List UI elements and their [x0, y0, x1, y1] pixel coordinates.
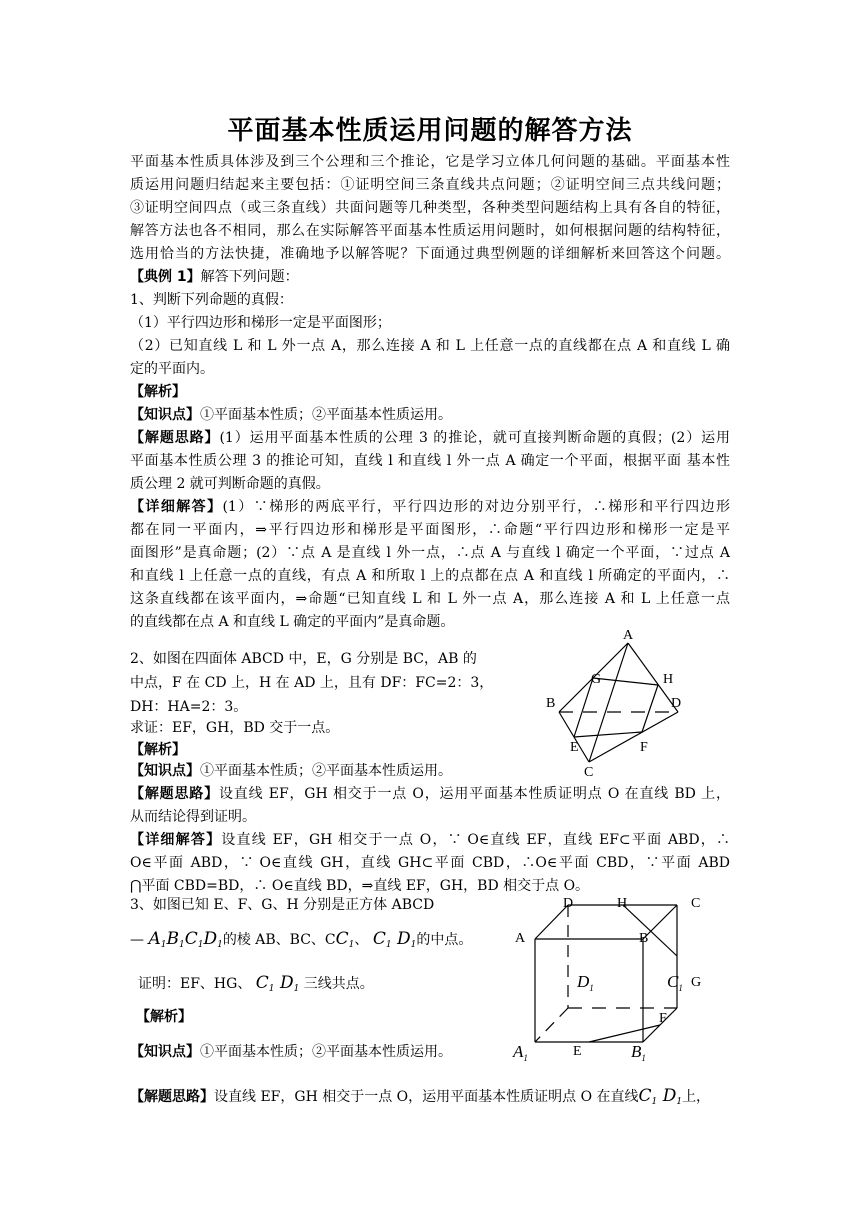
q3-math: $C_1$ $D_1$ [638, 1086, 683, 1107]
page-title: 平面基本性质运用问题的解答方法 [227, 116, 633, 146]
idea-line: 质公理 2 就可判断命题的真假。 [130, 476, 330, 492]
q3-line1: 3、如图已知 E、F、G、H 分别是正方体 ABCD [130, 897, 435, 913]
label-B: B [546, 696, 556, 711]
q2-detail-line: O∈平面 ABD，∵ O∈直线 GH，直线 GH⊂平面 CBD，∴O∈平面 CBD，∵平面 ABD [130, 855, 730, 871]
label-E: E [573, 1044, 582, 1059]
detail-line: 的直线都在点 A 和直线 L 确定的平面内”是真命题。 [130, 614, 455, 630]
cube-figure [505, 890, 725, 1070]
kp-tag: 【知识点】 [130, 1044, 200, 1060]
label-H: H [617, 896, 628, 911]
detail-tag: 【详细解答】 [130, 832, 222, 848]
label-F: F [659, 1011, 667, 1026]
q2-idea-line [130, 783, 730, 805]
q2-line: 求证：EF，GH，BD 交于一点。 [130, 720, 340, 736]
q3-analysis: 【解析】 [136, 1009, 192, 1025]
kp-text: ①平面基本性质；②平面基本性质运用。 [200, 763, 452, 779]
label-A: A [623, 628, 634, 643]
q2-line: DH：HA=2：3。 [130, 699, 248, 715]
q2-detail-line: ⋂平面 CBD=BD，∴ O∈直线 BD，⇒直线 EF，GH，BD 相交于点 O。 [130, 878, 590, 894]
q3-idea-end: 上， [682, 1089, 711, 1105]
q1-part1: （1）平行四边形和梯形一定是平面图形； [130, 315, 391, 331]
q1-part2-line: 定的平面内。 [130, 361, 214, 377]
label-G: G [591, 672, 602, 687]
label-B: B [639, 931, 649, 946]
q2-knowledge-point [130, 760, 490, 782]
detail-line: 和直线 l 上任意一点的直线，有点 A 和所取 l 上的点都在点 A 和直线 l 所确定的平面内，∴ [130, 568, 730, 584]
kp-text: ①平面基本性质；②平面基本性质运用。 [200, 1044, 452, 1060]
knowledge-point [130, 404, 730, 426]
q3-proof [138, 972, 498, 1000]
q3-dash: — [130, 932, 144, 948]
detail-line: 都在同一平面内，⇒平行四边形和梯形是平面图形，∴命题“平行四边形和梯形一定是平 [130, 522, 730, 538]
q1-text: 1、判断下列命题的真假： [130, 292, 293, 308]
intro-line: 解答方法也各不相同，那么在实际解答平面基本性质运用问题时，如何根据问题的结构特征， [130, 223, 730, 239]
label-C1: $C_1$ [667, 972, 683, 993]
detail-line [130, 496, 730, 518]
label-C: C [584, 765, 594, 780]
label-H: H [663, 672, 674, 687]
intro-line: 质运用问题归结起来主要包括：①证明空间三条直线共点问题；②证明空间三点共线问题； [130, 177, 730, 193]
detail-text: 设直线 EF，GH 相交于一点 O，∵ O∈直线 EF，直线 EF⊂平面 ABD，∴ [221, 832, 731, 848]
q3-proof-pre: 证明：EF、HG、 [138, 976, 252, 992]
idea-tag: 【解题思路】 [130, 786, 219, 802]
detail-text: (1）∵梯形的两底平行，平行四边形的对边分别平行，∴梯形和平行四边形 [222, 499, 730, 515]
q3-math: $C_1$ $D_1$ [255, 973, 300, 994]
label-D1: $D_1$ [577, 972, 594, 993]
q3-math: $C_1$ [335, 929, 355, 950]
intro-line: ③证明空间四点（或三条直线）共面问题等几种类型，各种类型问题结构上具有各自的特征， [130, 200, 730, 216]
idea-tag: 【解题思路】 [130, 430, 220, 446]
q2-idea-line: 从而结论得到证明。 [130, 809, 256, 825]
idea-line: 平面基本性质公理 3 的推论可知，直线 l 和直线 l 外一点 A 确定一个平面，根据平面 基本性 [130, 453, 730, 469]
q3-math: $A_1B_1C_1D_1$ [148, 929, 223, 950]
idea-text: 设直线 EF，GH 相交于一点 O，运用平面基本性质证明点 O 在直线 BD 上， [218, 786, 731, 802]
q2-line: 中点，F 在 CD 上，H 在 AD 上，且有 DF：FC=2：3， [130, 675, 494, 691]
idea-text: (1）运用平面基本性质的公理 3 的推论，就可直接判断命题的真假；(2）运用 [219, 430, 731, 446]
kp-tag: 【知识点】 [130, 763, 200, 779]
q3-proof-end: 三线共点。 [303, 976, 374, 992]
label-B1: $B_1$ [631, 1042, 646, 1063]
idea-tag: 【解题思路】 [130, 1089, 214, 1105]
example1-heading: 解答下列问题： [200, 269, 299, 285]
q2-analysis: 【解析】 [130, 742, 186, 758]
example1-header [130, 266, 730, 288]
label-E: E [570, 740, 579, 755]
q2-line: 2、如图在四面体 ABCD 中，E，G 分别是 BC，AB 的 [130, 651, 477, 667]
q3-idea-line [130, 1085, 730, 1113]
label-A1: $A_1$ [513, 1042, 528, 1063]
intro-line: 平面基本性质具体涉及到三个公理和三个推论，它是学习立体几何问题的基础。平面基本性 [130, 154, 730, 170]
label-C: C [691, 896, 701, 911]
q3-edges: 的棱 AB、BC、C [222, 932, 336, 948]
q3-math: $C_1$ $D_1$ [372, 929, 417, 950]
q3-line2 [130, 928, 510, 956]
idea-text: 设直线 EF，GH 相交于一点 O，运用平面基本性质证明点 O 在直线 [214, 1089, 639, 1105]
analysis-heading: 【解析】 [130, 384, 186, 400]
label-D: D [671, 696, 682, 711]
label-D: D [563, 896, 574, 911]
intro-line: 选用恰当的方法快捷，准确地予以解答呢？下面通过典型例题的详细解析来回答这个问题。 [130, 246, 730, 262]
q3-sep: 、 [354, 932, 369, 948]
idea-line [130, 427, 730, 449]
q1-part2-line: （2）已知直线 L 和 L 外一点 A，那么连接 A 和 L 上任意一点的直线都在点 A 和直线 L 确 [130, 338, 730, 354]
detail-line: 这条直线都在该平面内，⇒命题“已知直线 L 和 L 外一点 A，那么连接 A 和 L 上任意一点 [130, 591, 730, 607]
tetrahedron-figure [530, 624, 700, 784]
kp-text: ①平面基本性质；②平面基本性质运用。 [200, 407, 452, 423]
detail-tag: 【详细解答】 [130, 499, 223, 515]
label-G: G [691, 975, 702, 990]
kp-tag: 【知识点】 [130, 407, 200, 423]
q2-detail-line [130, 829, 730, 851]
example1-tag: 【典例 1】 [130, 269, 201, 285]
q3-midpoint-text: 的中点。 [416, 932, 473, 948]
detail-line: 面图形”是真命题；(2）∵点 A 是直线 l 外一点，∴点 A 与直线 l 确定一个平面，∵过点 A [130, 545, 730, 561]
label-A: A [515, 931, 526, 946]
label-F: F [640, 740, 648, 755]
q3-knowledge-point [130, 1041, 490, 1063]
